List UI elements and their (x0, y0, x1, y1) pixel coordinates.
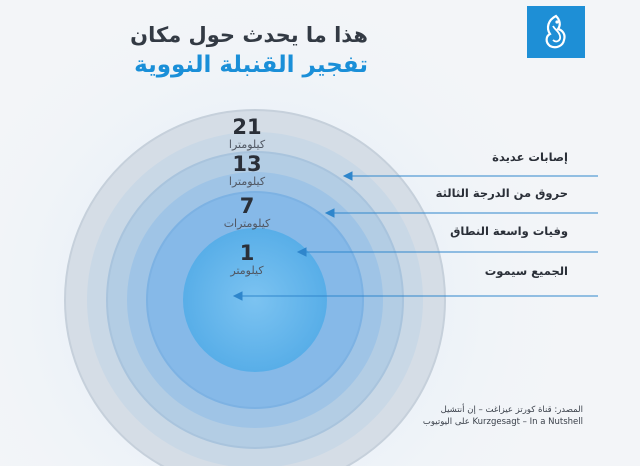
effect-label-everyone-dies: الجميع سيموت (484, 264, 568, 278)
ring-value: 7 (239, 194, 255, 218)
effect-label-burns: حروق من الدرجة الثالثة (435, 186, 568, 200)
ring-unit: كيلومتر (230, 264, 264, 277)
page-title-line2: تفجير القنبلة النووية (134, 52, 368, 78)
ring-value: 1 (239, 241, 255, 265)
al-jazeera-logo (527, 6, 585, 58)
ring-unit: كيلومترا (228, 138, 266, 151)
ring-label-13km (192, 153, 302, 188)
page-title-line1: هذا ما يحدث حول مكان (130, 23, 368, 47)
effect-label-injuries: إصابات عديدة (492, 150, 568, 164)
ring-label-7km (192, 195, 302, 230)
source-line2: Kurzgesagt – In a Nutshell على اليوتيوب (422, 417, 583, 427)
al-jazeera-logo-icon (536, 12, 576, 52)
source-line1: المصدر: قناة كورتز عيزاغت – إن أنتشيل (440, 405, 583, 415)
ring-value: 13 (232, 152, 262, 176)
ring-label-21km (192, 116, 302, 151)
ring-label-1km (192, 242, 302, 277)
effect-label-deaths: وفيات واسعة النطاق (450, 224, 568, 238)
ring-value: 21 (232, 115, 262, 139)
ring-unit: كيلومترات (223, 217, 271, 230)
ring-unit: كيلومترا (228, 175, 266, 188)
source-note (423, 404, 583, 428)
title-block (130, 20, 368, 80)
